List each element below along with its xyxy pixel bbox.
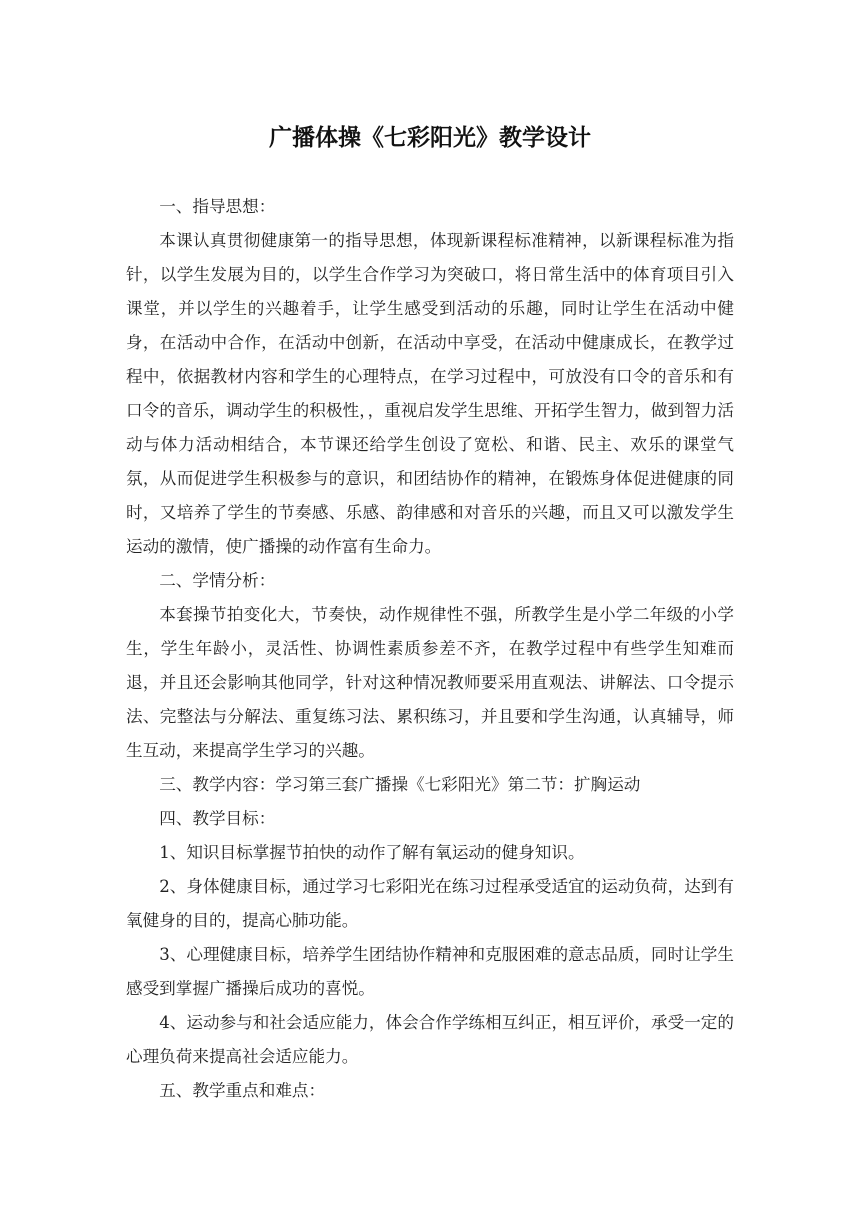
objective-item-2: 2、身体健康目标，通过学习七彩阳光在练习过程承受适宜的运动负荷，达到有氧健身的目的，提高心肺功能。: [126, 877, 734, 930]
heading-teaching-objectives: 四、教学目标：: [159, 809, 276, 828]
heading-student-analysis: 二、学情分析：: [159, 571, 276, 590]
heading-key-points: 五、教学重点和难点：: [159, 1081, 326, 1100]
paragraph-teaching-content: 三、教学内容：学习第三套广播操《七彩阳光》第二节：扩胸运动: [159, 775, 641, 794]
document-title: 广播体操《七彩阳光》教学设计: [269, 124, 591, 151]
objective-item-3: 3、心理健康目标，培养学生团结协作精神和克服困难的意志品质，同时让学生感受到掌握广播操后成功的喜悦。: [126, 945, 734, 998]
paragraph-student-analysis: 本套操节拍变化大，节奏快，动作规律性不强，所教学生是小学二年级的小学生，学生年龄小，灵活性、协调性素质参差不齐，在教学过程中有些学生知难而退，并且还会影响其他同学，针对这种情况教师要采用直观法、讲解法、口令提示法、完整法与分解法、重复练习法、累积练习，并且要和学生沟通，认真辅导，师生互动，来提高学生学习的兴趣。: [126, 605, 734, 760]
objective-item-4: 4、运动参与和社会适应能力，体会合作学练相互纠正，相互评价，承受一定的心理负荷来提高社会适应能力。: [126, 1013, 734, 1066]
heading-guiding-thought: 一、指导思想：: [159, 197, 276, 216]
document-body: [126, 190, 734, 1108]
objective-item-1: 1、知识目标掌握节拍快的动作了解有氧运动的健身知识。: [159, 843, 585, 862]
paragraph-guiding-thought: 本课认真贯彻健康第一的指导思想，体现新课程标准精神，以新课程标准为指针，以学生发展为目的，以学生合作学习为突破口，将日常生活中的体育项目引入课堂，并以学生的兴趣着手，让学生感受到活动的乐趣，同时让学生在活动中健身，在活动中合作，在活动中创新，在活动中享受，在活动中健康成长，在教学过程中，依据教材内容和学生的心理特点，在学习过程中，可放没有口令的音乐和有口令的音乐，调动学生的积极性，，重视启发学生思维、开拓学生智力，做到智力活动与体力活动相结合，本节课还给学生创设了宽松、和谐、民主、欢乐的课堂气氛，从而促进学生积极参与的意识，和团结协作的精神，在锻炼身体促进健康的同时，又培养了学生的节奏感、乐感、韵律感和对音乐的兴趣，而且又可以激发学生运动的激情，使广播操的动作富有生命力。: [126, 231, 734, 556]
